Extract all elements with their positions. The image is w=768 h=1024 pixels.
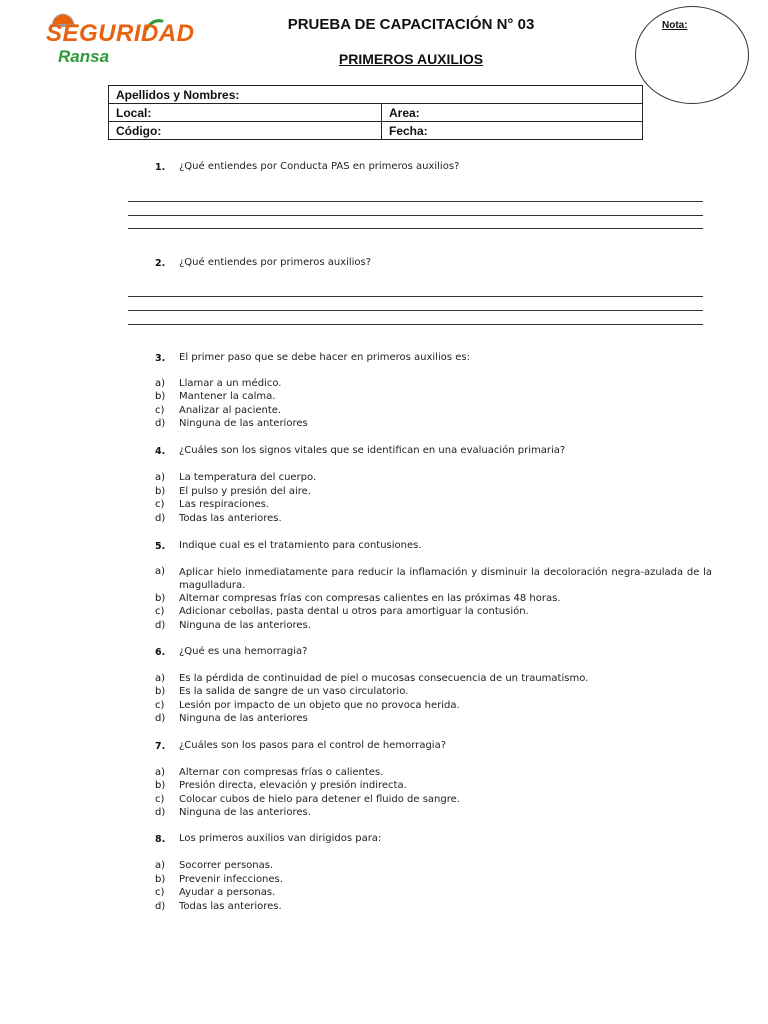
grade-circle[interactable] (635, 6, 749, 104)
option-letter: a) (155, 472, 166, 483)
answer-line[interactable] (128, 228, 703, 229)
option-text[interactable]: Todas las anteriores. (179, 901, 282, 912)
option-text[interactable]: Ayudar a personas. (179, 887, 276, 898)
option-letter: a) (155, 566, 166, 577)
question-text: Indique cual es el tratamiento para contusiones. (179, 540, 422, 551)
answer-line[interactable] (128, 310, 703, 311)
option-letter: b) (155, 593, 166, 604)
option-letter: c) (155, 700, 165, 711)
option-text[interactable]: Prevenir infecciones. (179, 874, 283, 885)
option-text[interactable]: La temperatura del cuerpo. (179, 472, 317, 483)
option-text[interactable]: Colocar cubos de hielo para detener el fluido de sangre. (179, 794, 460, 805)
option-text[interactable]: Ninguna de las anteriores. (179, 620, 311, 631)
option-text[interactable]: Socorrer personas. (179, 860, 274, 871)
page-title: PRUEBA DE CAPACITACIÓN N° 03 (287, 16, 535, 33)
option-text[interactable]: Adicionar cebollas, pasta dental u otros para amortiguar la contusión. (179, 606, 529, 617)
option-text[interactable]: Mantener la calma. (179, 391, 276, 402)
local-field[interactable] (109, 104, 382, 122)
area-label: Area: (389, 105, 420, 120)
option-text[interactable]: Ninguna de las anteriores (179, 713, 308, 724)
option-text[interactable]: Aplicar hielo inmediatamente para reducir la inflamación y disminuir la decoloración negra-azulada de la magulladura. (179, 567, 712, 591)
page-subtitle: PRIMEROS AUXILIOS (338, 51, 484, 67)
option-letter: d) (155, 807, 166, 818)
option-letter: c) (155, 606, 165, 617)
answer-line[interactable] (128, 201, 703, 202)
option-text[interactable]: Lesión por impacto de un objeto que no provoca herida. (179, 700, 460, 711)
question-number: 5. (155, 541, 166, 552)
logo-word-ransa: Ransa (58, 47, 110, 66)
option-text[interactable]: El pulso y presión del aire. (179, 486, 311, 497)
logo-word-seguridad: SEGURIDAD (46, 20, 195, 47)
option-text[interactable]: Presión directa, elevación y presión indirecta. (179, 780, 407, 791)
option-text[interactable]: Todas las anteriores. (179, 513, 282, 524)
option-text[interactable]: Es la pérdida de continuidad de piel o mucosas consecuencia de un traumatismo. (179, 673, 589, 684)
code-label: Código: (116, 123, 162, 138)
question-number: 6. (155, 647, 166, 658)
answer-line[interactable] (128, 296, 703, 297)
option-letter: b) (155, 391, 166, 402)
date-field[interactable] (382, 122, 643, 140)
option-text[interactable]: Alternar con compresas frías o calientes. (179, 767, 384, 778)
option-text[interactable]: Llamar a un médico. (179, 378, 282, 389)
option-text[interactable]: Alternar compresas frías con compresas calientes en las próximas 48 horas. (179, 593, 561, 604)
option-letter: b) (155, 780, 166, 791)
question-number: 2. (155, 258, 166, 269)
answer-line[interactable] (128, 215, 703, 216)
option-text[interactable]: Ninguna de las anteriores. (179, 807, 311, 818)
option-letter: a) (155, 767, 166, 778)
area-field[interactable] (382, 104, 643, 122)
option-letter: d) (155, 713, 166, 724)
option-letter: b) (155, 486, 166, 497)
question-text: ¿Qué es una hemorragia? (179, 646, 308, 657)
question-text: ¿Qué entiendes por Conducta PAS en primeros auxilios? (179, 161, 460, 172)
grade-label: Nota: (662, 20, 688, 31)
option-text[interactable]: Las respiraciones. (179, 499, 269, 510)
option-letter: c) (155, 794, 165, 805)
question-text: ¿Cuáles son los pasos para el control de hemorragia? (179, 740, 447, 751)
option-letter: d) (155, 513, 166, 524)
answer-line[interactable] (128, 324, 703, 325)
question-text: ¿Qué entiendes por primeros auxilios? (179, 257, 372, 268)
option-text[interactable]: Es la salida de sangre de un vaso circulatorio. (179, 686, 409, 697)
code-field[interactable] (109, 122, 382, 140)
question-number: 4. (155, 446, 166, 457)
option-text[interactable]: Ninguna de las anteriores (179, 418, 308, 429)
option-letter: d) (155, 901, 166, 912)
option-text[interactable]: Analizar al paciente. (179, 405, 282, 416)
date-label: Fecha: (389, 123, 428, 138)
option-letter: c) (155, 887, 165, 898)
option-letter: b) (155, 686, 166, 697)
question-number: 8. (155, 834, 166, 845)
option-letter: d) (155, 418, 166, 429)
question-text: El primer paso que se debe hacer en primeros auxilios es: (179, 352, 470, 363)
option-letter: b) (155, 874, 166, 885)
option-letter: a) (155, 378, 166, 389)
local-label: Local: (116, 105, 152, 120)
question-number: 3. (155, 353, 166, 364)
option-letter: d) (155, 620, 166, 631)
option-letter: c) (155, 405, 165, 416)
question-text: Los primeros auxilios van dirigidos para: (179, 833, 382, 844)
question-text: ¿Cuáles son los signos vitales que se identifican en una evaluación primaria? (179, 445, 566, 456)
names-field[interactable] (109, 86, 643, 104)
question-number: 7. (155, 741, 166, 752)
option-letter: a) (155, 673, 166, 684)
names-label: Apellidos y Nombres: (116, 87, 240, 102)
option-letter: c) (155, 499, 165, 510)
question-number: 1. (155, 162, 166, 173)
option-letter: a) (155, 860, 166, 871)
student-info-table (108, 85, 643, 140)
